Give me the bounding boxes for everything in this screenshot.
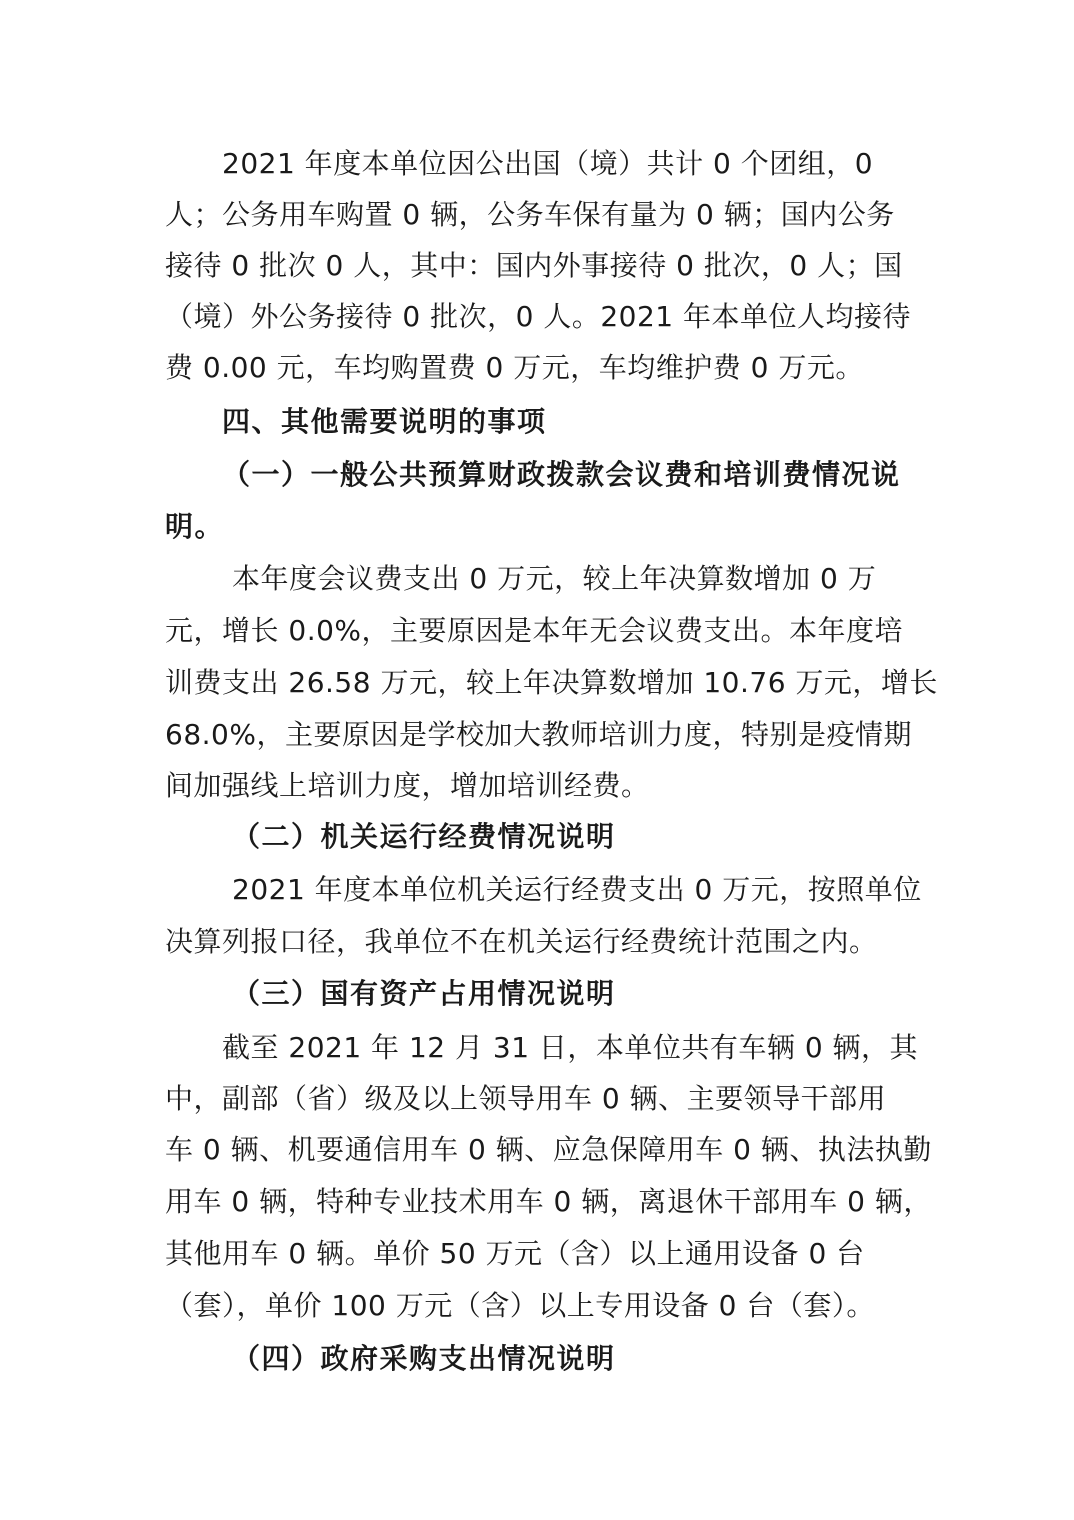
subsection-heading-continued: 明。 xyxy=(165,510,225,543)
paragraph-line: 费 0.00 元，车均购置费 0 万元，车均维护费 0 万元。 xyxy=(165,351,864,384)
paragraph-line: 训费支出 26.58 万元，较上年决算数增加 10.76 万元，增长 xyxy=(165,666,938,699)
subsection-heading: （三）国有资产占用情况说明 xyxy=(232,977,616,1010)
paragraph-line: 2021 年度本单位因公出国（境）共计 0 个团组，0 xyxy=(222,147,874,180)
paragraph-line: 2021 年度本单位机关运行经费支出 0 万元，按照单位 xyxy=(232,873,922,906)
paragraph-line: 中，副部（省）级及以上领导用车 0 辆、主要领导干部用 xyxy=(165,1082,887,1115)
paragraph-line: 接待 0 批次 0 人，其中：国内外事接待 0 批次，0 人；国 xyxy=(165,249,903,282)
paragraph-line: 68.0%，主要原因是学校加大教师培训力度，特别是疫情期 xyxy=(165,718,912,751)
paragraph-line: 本年度会议费支出 0 万元，较上年决算数增加 0 万 xyxy=(232,562,877,595)
paragraph-line: 元，增长 0.0%，主要原因是本年无会议费支出。本年度培 xyxy=(165,614,904,647)
paragraph-line: （境）外公务接待 0 批次，0 人。2021 年本单位人均接待 xyxy=(165,300,911,333)
paragraph-line: 用车 0 辆，特种专业技术用车 0 辆，离退休干部用车 0 辆， xyxy=(165,1185,932,1218)
paragraph-line: 决算列报口径，我单位不在机关运行经费统计范围之内。 xyxy=(165,925,878,958)
subsection-heading: （二）机关运行经费情况说明 xyxy=(232,820,616,853)
paragraph-line: 人；公务用车购置 0 辆，公务车保有量为 0 辆；国内公务 xyxy=(165,198,895,231)
subsection-heading: （一）一般公共预算财政拨款会议费和培训费情况说 xyxy=(222,458,901,491)
paragraph-line: 车 0 辆、机要通信用车 0 辆、应急保障用车 0 辆、执法执勤 xyxy=(165,1133,932,1166)
paragraph-line: （套），单价 100 万元（含）以上专用设备 0 台（套）。 xyxy=(165,1289,875,1322)
paragraph-line: 其他用车 0 辆。单价 50 万元（含）以上通用设备 0 台 xyxy=(165,1237,865,1270)
paragraph-line: 截至 2021 年 12 月 31 日，本单位共有车辆 0 辆，其 xyxy=(222,1031,919,1064)
paragraph-line: 间加强线上培训力度，增加培训经费。 xyxy=(165,769,650,802)
section-heading: 四、其他需要说明的事项 xyxy=(222,405,547,438)
subsection-heading: （四）政府采购支出情况说明 xyxy=(232,1342,616,1375)
